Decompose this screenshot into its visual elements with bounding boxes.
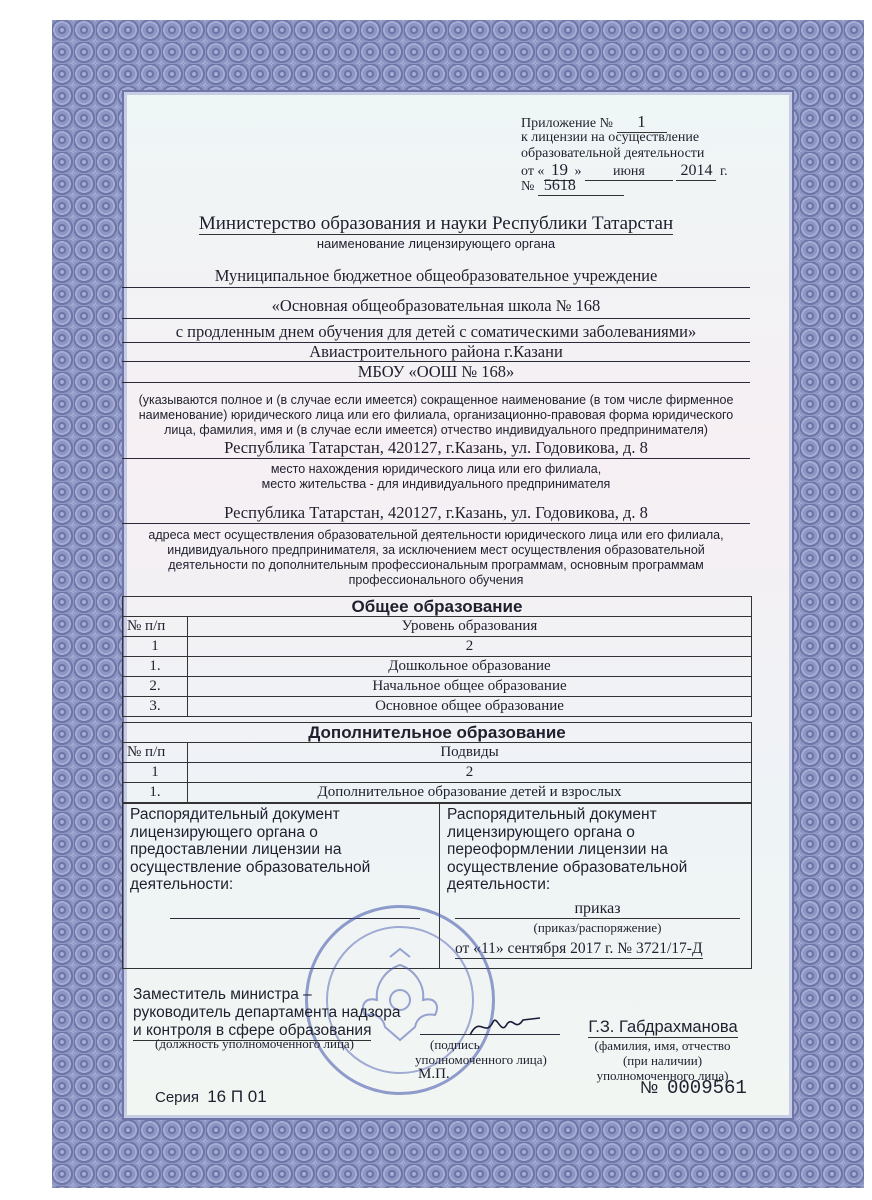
general-education-table [122,596,752,717]
position-caption: (должность уполномоченного лица) [155,1036,355,1051]
reissue-document-text: Распорядительный документ лицензирующего органа о переоформлении лицензии на осуществление образовательной деятельности: [447,806,688,893]
cell-value: Дошкольное образование [188,657,752,677]
appendix-date: от « 19 » июня 2014 г. [521,160,728,179]
cell-value: 2 [188,637,752,657]
table-row [123,657,752,677]
handwritten-signature [465,1010,545,1040]
cell-number: 2. [123,677,188,697]
table-row [123,743,752,763]
appendix-number: № 5618 [521,177,624,196]
name-caption3: уполномоченного лица) [596,1068,729,1083]
table-row [123,697,752,717]
signatory-position: Заместитель министра – руководитель департамента надзора и контроля в сфере образования [133,986,401,1039]
col-number-header: № п/п [123,617,188,637]
series: Серия 16 П 01 [155,1087,267,1106]
org-line4: Авиастроительного района г.Казани [309,342,563,361]
org-short-name: МБОУ «ООШ № 168» [357,362,515,381]
document-type: приказ [455,900,740,919]
activity-caption2: индивидуального предпринимателя, за исключением мест осуществления образовательной [167,543,705,557]
col-number-header: № п/п [123,743,188,763]
table-row [123,783,752,803]
cell-number: 3. [123,697,188,717]
col-level-header: Уровень образования [188,617,752,637]
signatory-name: Г.З. Габдрахманова [588,1018,738,1036]
appendix-line3: образовательной деятельности [521,146,705,161]
location-caption2: место жительства - для индивидуального предпринимателя [261,477,611,491]
name-caption1: (фамилия, имя, отчество [594,1038,731,1053]
appendix-line2: к лицензии на осуществление [521,130,700,145]
activity-caption4: профессионального обучения [348,573,524,587]
name-caption2: (при наличии) [622,1053,703,1068]
table-row [123,637,752,657]
table-row [123,617,752,637]
org-line1: Муниципальное бюджетное общеобразовательное учреждение [214,266,658,285]
cell-value: Начальное общее образование [188,677,752,697]
sign-caption2: уполномоченного лица) [415,1052,547,1067]
appendix-label: Приложение № 1 [521,112,667,133]
authority-name: Министерство образования и науки Республики Татарстан [198,213,674,234]
org-line3: с продленным днем обучения для детей с соматическими заболеваниями» [175,322,697,341]
org-caption1: (указываются полное и (в случае если имеется) сокращенное наименование (в том числе фирменное [138,393,734,407]
document-date-number: от «11» сентября 2017 г. № 3721/17-Д [455,940,703,957]
form-number: № 0009561 [640,1077,747,1099]
org-caption3: лица, фамилия, имя и (в случае если имеется) отчество индивидуального предпринимателя) [164,423,708,437]
authority-caption: наименование лицензирующего органа [316,236,556,251]
cell-value: 2 [188,763,752,783]
additional-education-title: Дополнительное образование [123,723,752,743]
grant-document-text: Распорядительный документ лицензирующего органа о предоставлении лицензии на осуществление образовательной деятельности: [130,806,371,893]
org-caption2: наименование) юридического лица или его филиала, организационно-правовая форма юридического [138,408,734,422]
additional-education-table [122,722,752,803]
activity-caption3: деятельности по дополнительным профессиональным программам, основным программам [168,558,704,572]
cell-number: 1. [123,657,188,677]
activity-caption1: адреса мест осуществления образовательной деятельности юридического лица или его филиала, [148,528,724,542]
cell-number: 1 [123,637,188,657]
stamp-place-label: М.П. [418,1066,450,1082]
activity-address-value: Республика Татарстан, 420127, г.Казань, ул. Годовикова, д. 8 [224,503,648,522]
table-row [123,677,752,697]
cell-value: Дополнительное образование детей и взрослых [188,783,752,803]
col-subtype-header: Подвиды [188,743,752,763]
location-value: Республика Татарстан, 420127, г.Казань, ул. Годовикова, д. 8 [224,438,648,457]
cell-number: 1. [123,783,188,803]
cell-value: Основное общее образование [188,697,752,717]
table-row [123,763,752,783]
cell-number: 1 [123,763,188,783]
sign-caption1: (подпись [430,1037,480,1052]
document-type-caption: (приказ/распоряжение) [533,920,662,935]
location-caption1: место нахождения юридического лица или его филиала, [270,462,602,476]
org-line2: «Основная общеобразовательная школа № 168 [271,296,601,315]
general-education-title: Общее образование [123,597,752,617]
